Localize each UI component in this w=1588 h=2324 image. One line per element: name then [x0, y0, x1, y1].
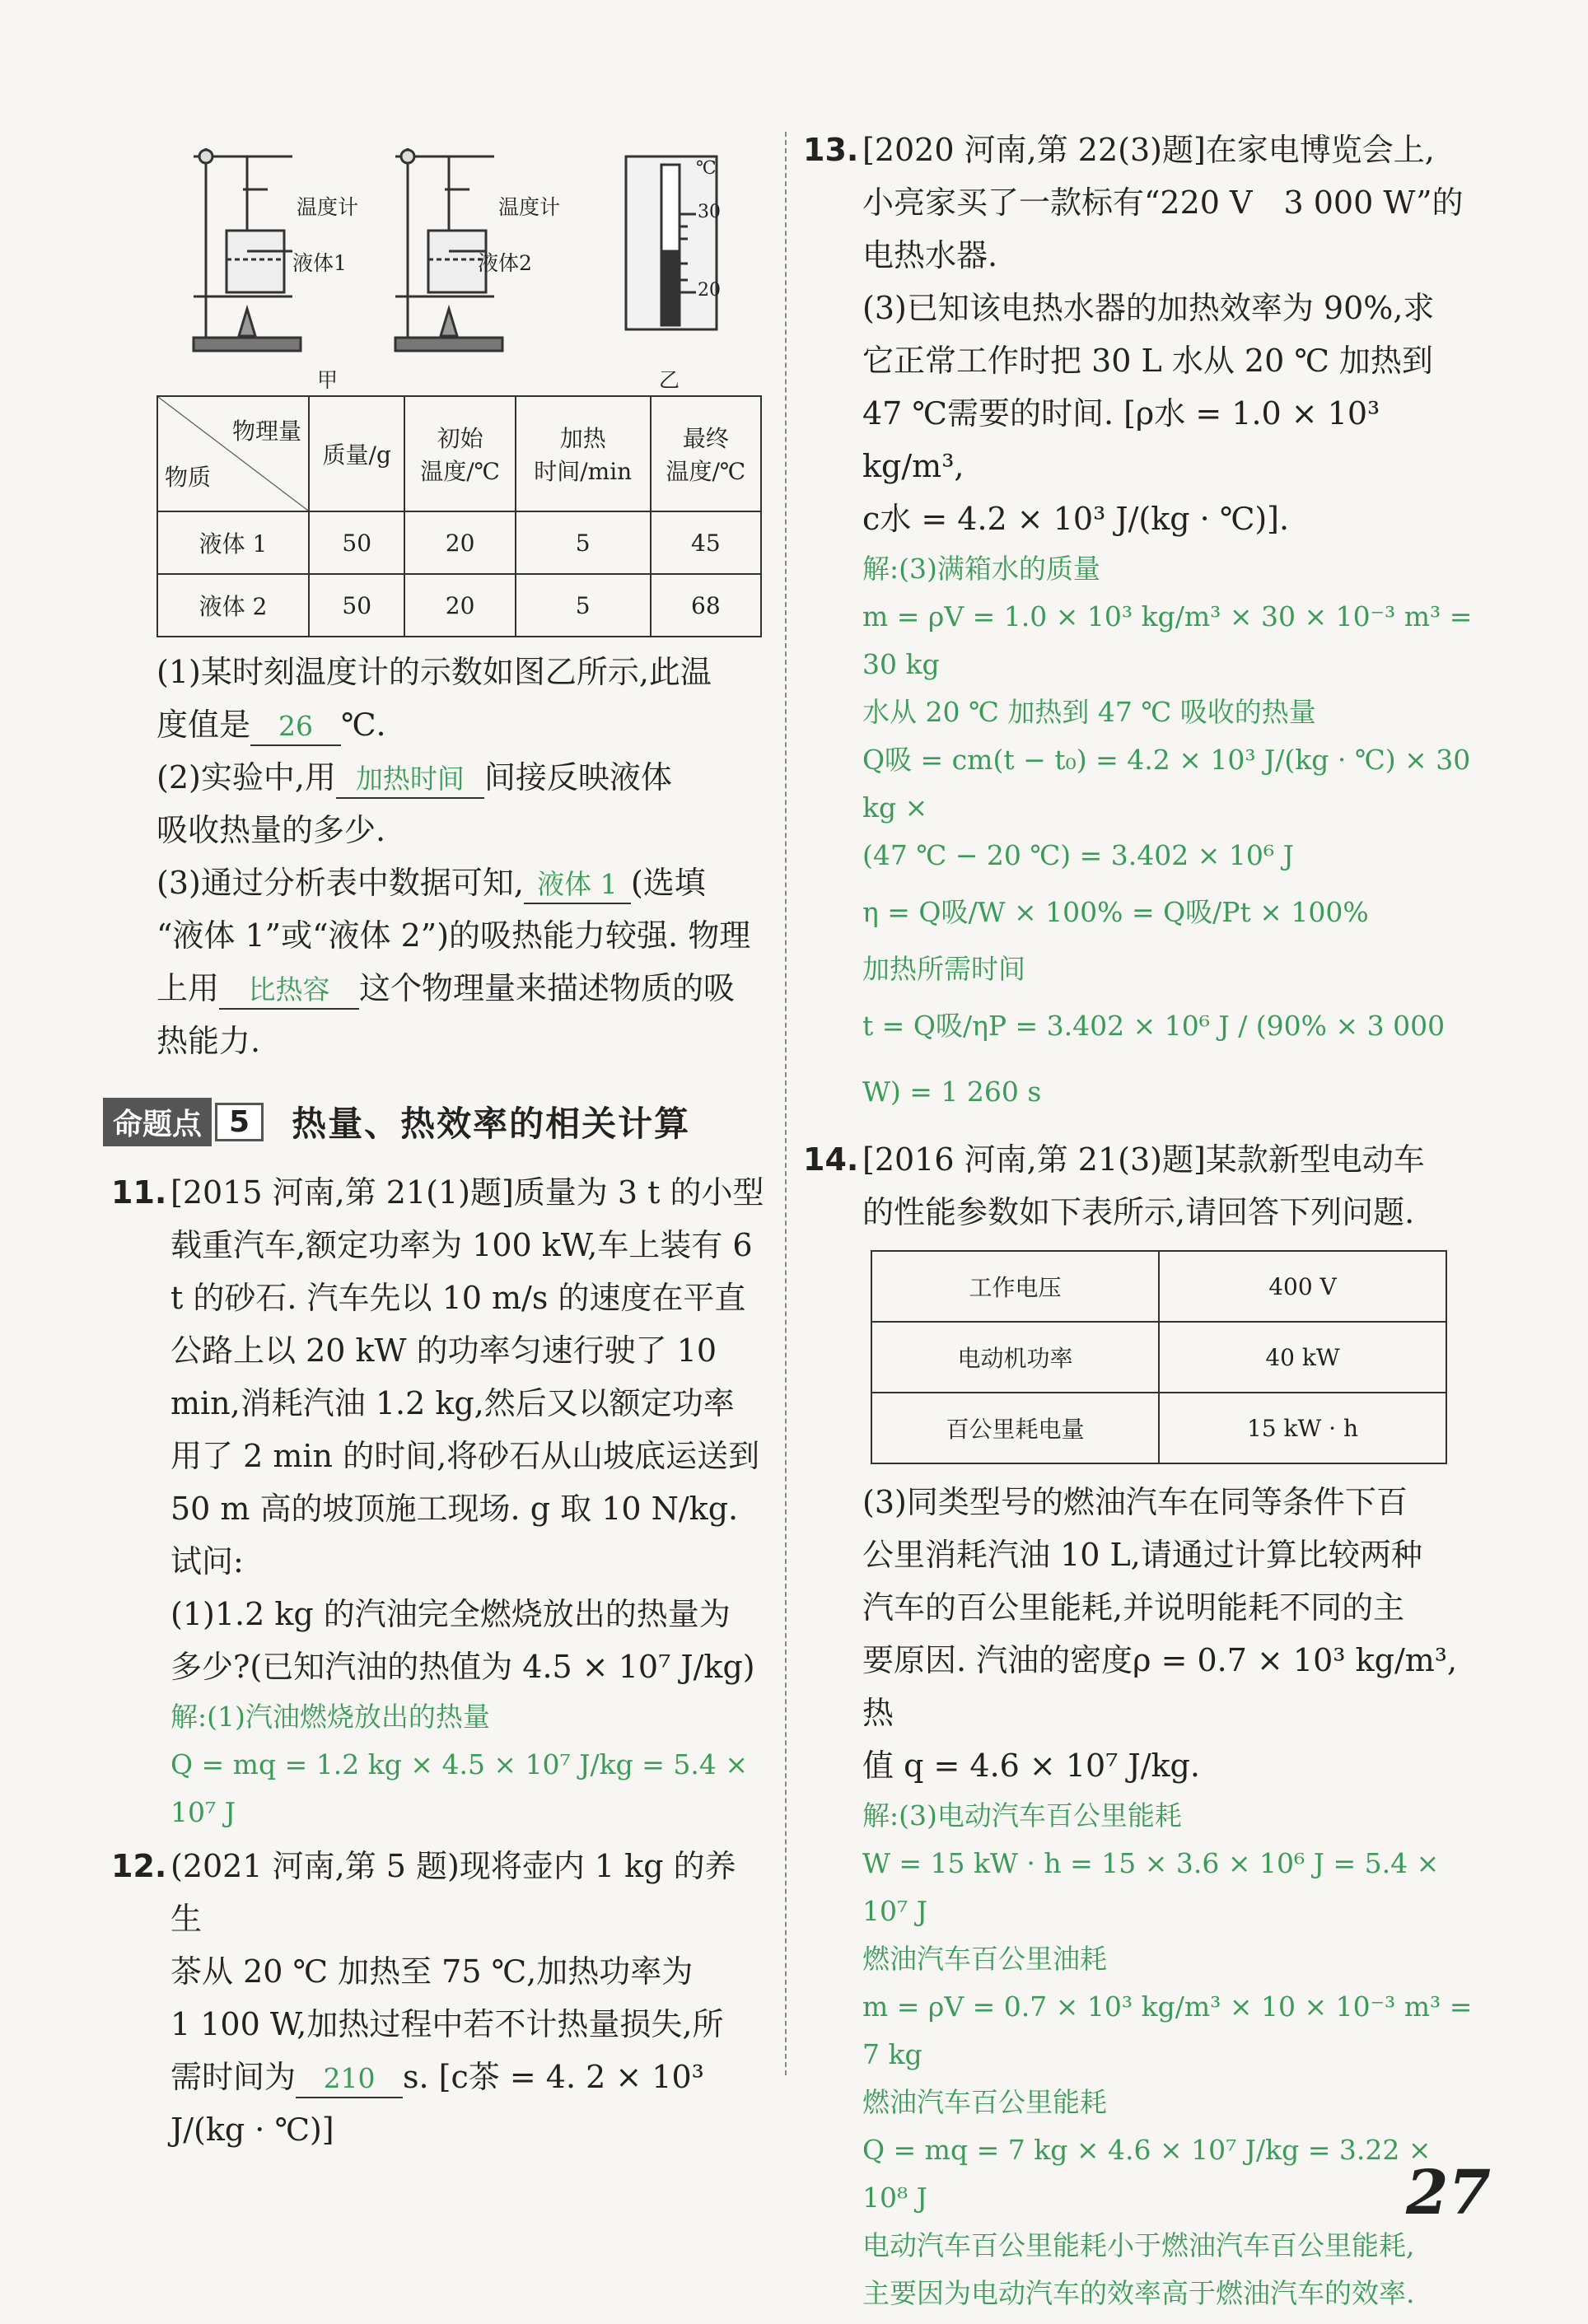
answer-line: 燃油汽车百公里能耗 [862, 2086, 1107, 2118]
table-row: 工作电压 400 V [871, 1251, 1446, 1322]
answer-line: 水从 20 ℃ 加热到 47 ℃ 吸收的热量 [862, 696, 1316, 728]
header-final-temp: 最终 温度/℃ [651, 396, 761, 511]
header-heat-time: 加热 时间/min [516, 396, 651, 511]
topic-header [103, 1097, 766, 1146]
answer-line: 解:(1)汽油燃烧放出的热量 [170, 1701, 490, 1733]
answer-line: 主要因为电动汽车的效率高于燃油汽车的效率. [862, 2277, 1415, 2309]
page-number: 27 [1406, 2158, 1491, 2228]
answer-line: W = 15 kW · h = 15 × 3.6 × 10⁶ J = 5.4 × 10⁷ J [862, 1847, 1440, 1927]
answer-line: η = Q吸/W × 100% = Q吸/Pt × 100% [862, 896, 1369, 928]
answer-line: t = Q吸/ηP = 3.402 × 10⁶ J / (90% × 3 000 W) = 1 260 s [862, 1010, 1446, 1108]
topic-title: 热量、热效率的相关计算 [292, 1104, 691, 1144]
answer-line: m = ρV = 1.0 × 10³ kg/m³ × 30 × 10⁻³ m³ = 30 kg [862, 600, 1473, 680]
question-10-parts: (1)某时刻温度计的示数如图乙所示,此温 度值是 26 ℃. (2)实验中,用 加热时间 间接反映液体 吸收热量的多少. (3)通过分析表中数据可知, 液体 1 (选填 “液体 1”或“液体 2”)的吸热能力较强. 物理 上用 比热容 这个物理量来描述物质的吸 热能力. [156, 654, 751, 1059]
column-divider [785, 132, 787, 2075]
label-jia: 甲 [317, 368, 339, 392]
answer-blank-4[interactable]: 比热容 [219, 972, 359, 1010]
label-tick-20: 20 [698, 280, 721, 301]
answer-line: 解:(3)满箱水的质量 [862, 553, 1100, 585]
answer-line: 解:(3)电动汽车百公里能耗 [862, 1799, 1182, 1832]
answer-line: 电动汽车百公里能耗小于燃油汽车百公里能耗, [862, 2229, 1415, 2261]
question-13: 13. [2020 河南,第 22(3)题]在家电博览会上, 小亮家买了一款标有“220 V 3 000 W”的 电热水器. (3)已知该电热水器的加热效率为 90%,求 它正常工作时把 30 L 水从 20 ℃ 加热到 47 ℃需要的时间. [ρ水 = 1.0 × 10³ kg/m³, c水 = 4.2 × 10³ J/(kg · ℃)]. 解:(3)满箱水的质量 m = ρV = 1.0 × 10³ kg/m³ × 30 × 10⁻³ m³ = 30 kg 水从 20 ℃ 加热到 47 ℃ 吸收的热量 Q吸 = cm(t − t₀) = 4.2 × 10³ J/(kg · ℃) × 30 kg × (47 ℃ − 20 ℃) = 3.402 × 10⁶ J η = Q吸/W × 100% = Q吸/Pt × 100% 加热所需时间 t = Q吸/ηP = 3.402 × 10⁶ J / (90% × 3 000 W) = 1 260 s [803, 124, 1474, 1125]
label-yi: 乙 [659, 368, 680, 392]
answer-line: (47 ℃ − 20 ℃) = 3.402 × 10⁶ J [862, 839, 1294, 871]
answer-blank-5[interactable]: 210 [296, 2060, 403, 2098]
question-12: 12. (2021 河南,第 5 题)现将壶内 1 kg 的养生 茶从 20 ℃ 加热至 75 ℃,加热功率为 1 100 W,加热过程中若不计热量损失,所 需时间为 210 s. [c茶 = 4. 2 × 10³ J/(kg · ℃)] [111, 1840, 766, 2156]
table-corner: 物理量 物质 [157, 396, 309, 511]
label-thermometer-2: 温度计 [498, 195, 561, 219]
question-number: 11. [111, 1174, 167, 1211]
ev-spec-table [871, 1250, 1447, 1464]
data-table-liquids [156, 395, 762, 637]
question-11: 11. [2015 河南,第 21(1)题]质量为 3 t 的小型 载重汽车,额定功率为 100 kW,车上装有 6 t 的砂石. 汽车先以 10 m/s 的速度在平直 公路上以 20 kW 的功率匀速行驶了 10 min,消耗汽油 1.2 kg,然后又以额定功率 用了 2 min 的时间,将砂石从山坡底运送到 50 m 高的坡顶施工现场. g 取 10 N/kg. 试问: (1)1.2 kg 的汽油完全燃烧放出的热量为 多少?(已知汽油的热值为 4.5 × 10⁷ J/kg) 解:(1)汽油燃烧放出的热量 Q = mq = 1.2 kg × 4.5 × 10⁷ J/kg = 5.4 × 10⁷ J [111, 1166, 766, 1836]
table-row: 液体 1 50 20 5 45 [157, 511, 761, 574]
answer-line: Q = mq = 7 kg × 4.6 × 10⁷ J/kg = 3.22 × 10⁸ J [862, 2134, 1432, 2214]
topic-tag: 命题点 [103, 1098, 212, 1146]
answer-blank-1[interactable]: 26 [250, 708, 341, 746]
label-thermometer-1: 温度计 [297, 195, 359, 219]
answer-line: Q吸 = cm(t − t₀) = 4.2 × 10³ J/(kg · ℃) × 30 kg × [862, 744, 1471, 824]
label-liquid-1: 液体1 [292, 251, 347, 275]
experiment-figure [111, 124, 766, 395]
answer-line: m = ρV = 0.7 × 10³ kg/m³ × 10 × 10⁻³ m³ = 7 kg [862, 1990, 1473, 2070]
header-mass: 质量/g [309, 396, 404, 511]
left-column [111, 124, 766, 2156]
label-liquid-2: 液体2 [478, 251, 532, 275]
table-row: 电动机功率 40 kW [871, 1322, 1446, 1393]
answer-line: 燃油汽车百公里油耗 [862, 1943, 1107, 1975]
table-row: 百公里耗电量 15 kW · h [871, 1393, 1446, 1463]
header-initial-temp: 初始 温度/℃ [404, 396, 515, 511]
answer-blank-2[interactable]: 加热时间 [336, 761, 484, 799]
apparatus-diagram [111, 124, 766, 395]
question-number: 12. [111, 1848, 167, 1884]
label-tick-30: 30 [698, 202, 721, 222]
question-14: 14. [2016 河南,第 21(3)题]某款新型电动车 的性能参数如下表所示,请回答下列问题. 工作电压 400 V 电动机功率 40 kW 百公里耗电量 15 kW · h (3)同类型号的燃油汽车在同等条件下百 公里消耗汽油 10 L,请通过计算比较两种 汽车的百公里能耗,并说明能耗不同的主 要原因. 汽油的密度ρ = 0.7 × 10³ kg/m³,热 值 q = 4.6 × 10⁷ J/kg. 解:(3)电动汽车百公里能耗 W = 15 kW · h = 15 × 3.6 × 10⁶ J = 5.4 × 10⁷ J 燃油汽车百公里油耗 m = ρV = 0.7 × 10³ kg/m³ × 10 × 10⁻³ m³ = 7 kg 燃油汽车百公里能耗 Q = mq = 7 kg × 4.6 × 10⁷ J/kg = 3.22 × 10⁸ J 电动汽车百公里能耗小于燃油汽车百公里能耗, 主要因为电动汽车的效率高于燃油汽车的效率. [803, 1133, 1474, 2317]
answer-line: Q = mq = 1.2 kg × 4.5 × 10⁷ J/kg = 5.4 × 10⁷ J [170, 1748, 748, 1828]
table-row: 液体 2 50 20 5 68 [157, 574, 761, 637]
label-unit: ℃ [696, 158, 717, 179]
right-column [803, 124, 1474, 2317]
answer-line: 加热所需时间 [862, 953, 1025, 985]
answer-blank-3[interactable]: 液体 1 [524, 866, 631, 904]
question-number: 13. [803, 132, 859, 168]
question-number: 14. [803, 1141, 859, 1178]
topic-number: 5 [215, 1103, 264, 1141]
